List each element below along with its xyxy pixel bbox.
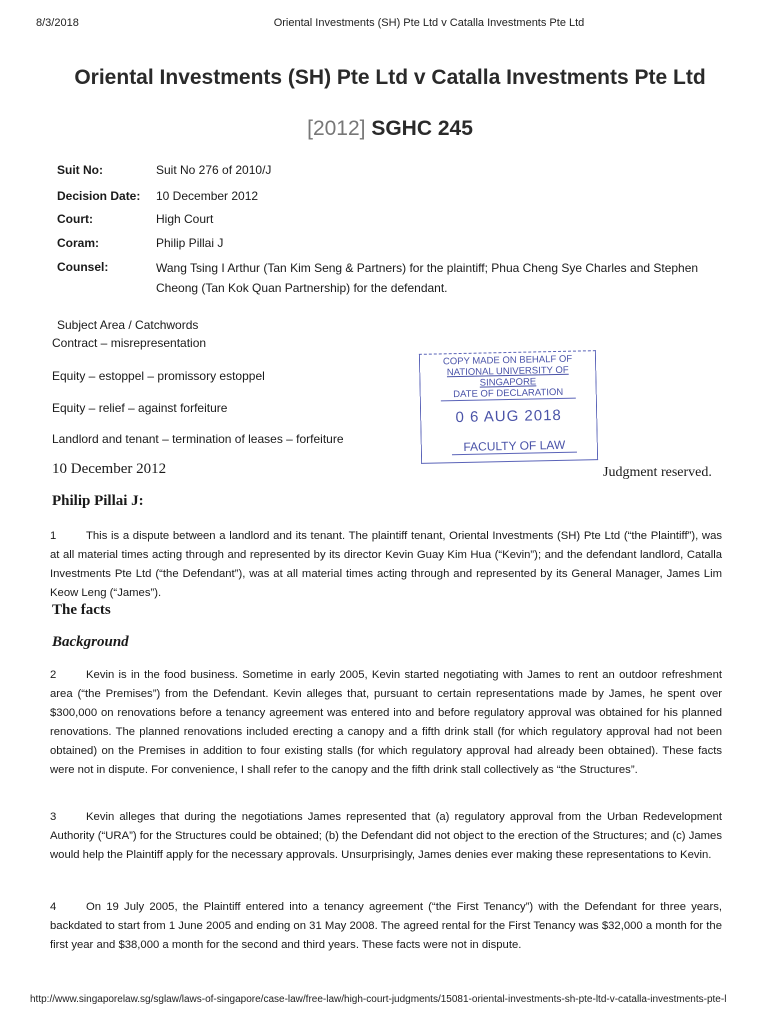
case-citation [40,117,740,141]
court-label: Court: [57,212,93,226]
section-heading-facts: The facts [52,602,111,618]
counsel-value: Wang Tsing I Arthur (Tan Kim Seng & Partners) for the plaintiff; Phua Cheng Sye Charles and Stephen Cheong (Tan Kok Quan Partnership) for the defendant. [156,261,699,295]
paragraph-number: 2 [50,669,57,681]
court-value: High Court [156,212,214,226]
suit-no-value: Suit No 276 of 2010/J [156,163,272,177]
print-date: 8/3/2018 [36,17,79,29]
counsel-label: Counsel: [57,260,109,274]
stamp-line-2: NATIONAL UNIVERSITY OF SINGAPORE [446,364,569,389]
stamp-line-1: COPY MADE ON BEHALF OF [442,353,573,368]
section-heading-background: Background [52,634,129,650]
paragraph-text: Kevin alleges that during the negotiations James represented that (a) regulatory approval from the Urban Redevelopment Authority (“URA”) for the Structures could be obtained; (b) the Defendant did not object to the erection of the Structures; and (c) James would help the Plaintiff apply for the necessary approvals. Unsurprisingly, James denies ever making these representations to Kevin. [50,811,722,861]
paragraph-text: On 19 July 2005, the Plaintiff entered into a tenancy agreement (“the First Tenancy”) with the Defendant for three years, backdated to start from 1 June 2005 and ending on 31 May 2008. The agreed rental for the First Tenancy was $32,000 a month for the first year and $38,000 a month for the second and third years. These facts were not in dispute. [50,901,722,951]
stamp-line-3: DATE OF DECLARATION [441,387,576,402]
paragraph [50,527,722,603]
decision-date-label: Decision Date: [57,189,141,203]
paragraph [50,666,722,780]
judge-heading: Philip Pillai J: [52,493,144,509]
judgment-reserved: Judgment reserved. [603,465,712,480]
catchword-item: Landlord and tenant – termination of leases – forfeiture [52,432,344,446]
citation-number: SGHC 245 [371,117,473,140]
coram-value: Philip Pillai J [156,236,224,250]
paragraph-number: 4 [50,901,57,913]
paragraph-text: Kevin is in the food business. Sometime in early 2005, Kevin started negotiating with James to rent an outdoor refreshment area (“the Premises”) from the Defendant. Kevin alleges that, pursuant to certain representations made by James, he spent over $300,000 on renovations before a tenancy agreement was entered into and before regulatory approval was obtained for his planned renovations. The planned renovations included erecting a canopy and a fifth drink stall (for which regulatory approval had not been obtained) on the Premises in addition to four existing stalls (for which regulatory approval had already been obtained). These facts were not in dispute. For convenience, I shall refer to the canopy and the fifth drink stall collectively as “the Structures”. [50,669,722,776]
print-header-title: Oriental Investments (SH) Pte Ltd v Catalla Investments Pte Ltd [273,17,585,29]
suit-no-label: Suit No: [57,163,103,177]
stamp-faculty: FACULTY OF LAW [452,438,577,456]
paragraph-number: 3 [50,811,57,823]
judgment-date: 10 December 2012 [52,461,167,477]
paragraph-number: 1 [50,530,57,542]
paragraph [50,898,722,955]
case-title: Oriental Investments (SH) Pte Ltd v Catalla Investments Pte Ltd [74,66,706,89]
catchword-item: Equity – estoppel – promissory estoppel [52,369,265,383]
citation-year: [2012] [307,117,366,140]
catchword-item: Contract – misrepresentation [52,336,207,350]
library-stamp [419,350,598,464]
decision-date-value: 10 December 2012 [156,189,259,203]
catchword-item: Equity – relief – against forfeiture [52,401,228,415]
stamp-date: 0 6 AUG 2018 [455,406,562,427]
paragraph-text: This is a dispute between a landlord and its tenant. The plaintiff tenant, Oriental Investments (SH) Pte Ltd (“the Plaintiff”), was at all material times acting through and represented by its director Kevin Guay Kim Hua (“Kevin”); and the defendant landlord, Catalla Investments Pte Ltd (“the Defendant”), was at all material times acting through and represented by its General Manager, James Lim Keow Leng (“James”). [50,530,722,599]
source-url: http://www.singaporelaw.sg/sglaw/laws-of-singapore/case-law/free-law/high-court-judgments/15081-oriental-investments-sh-pte-ltd-v-catalla-investments-pte-l [30,994,727,1005]
catchwords-heading: Subject Area / Catchwords [57,318,199,332]
coram-label: Coram: [57,236,100,250]
paragraph [50,808,722,865]
